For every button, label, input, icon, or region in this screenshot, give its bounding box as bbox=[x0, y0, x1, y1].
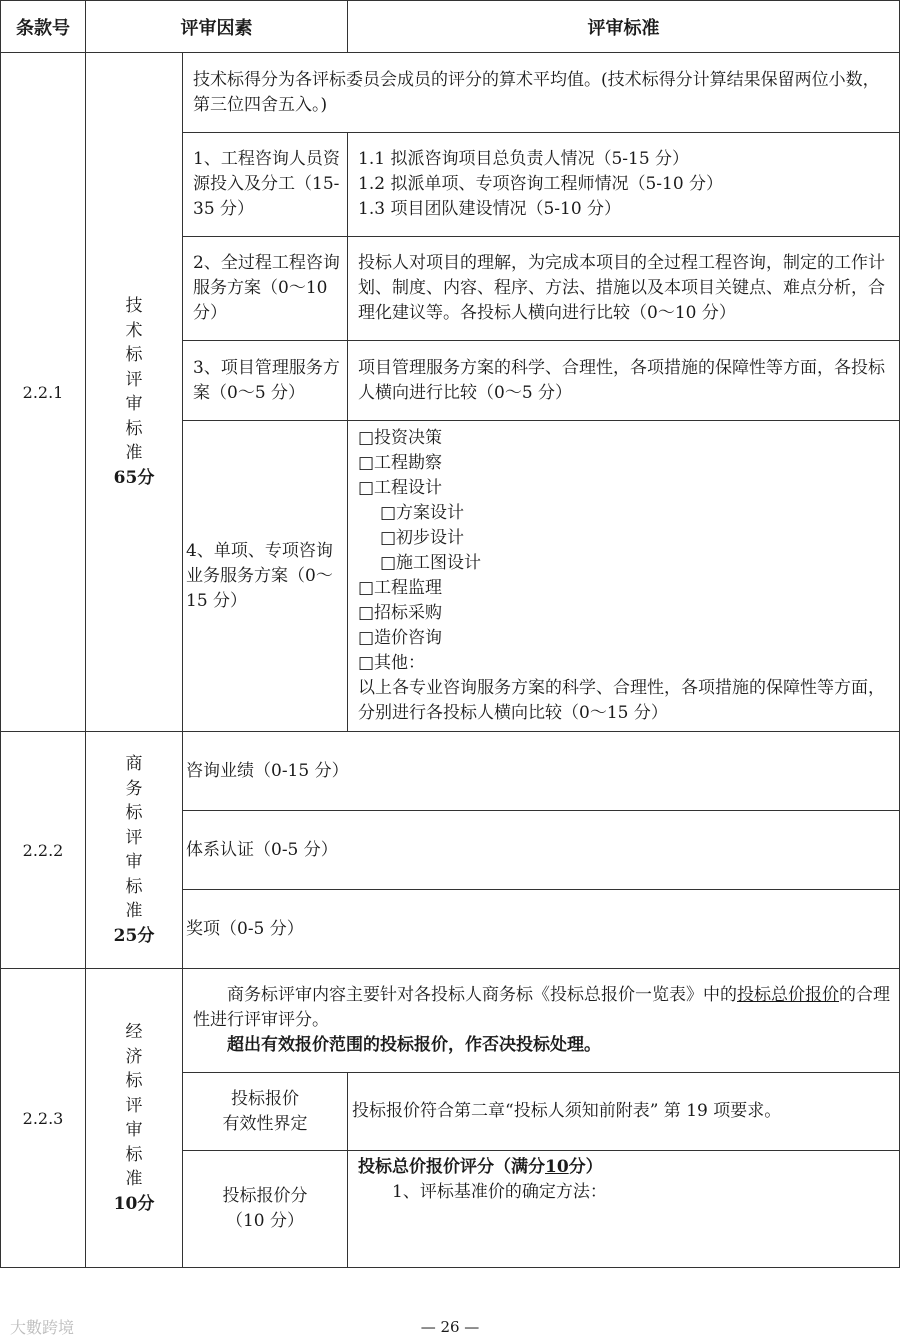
category-char: 审 bbox=[125, 852, 143, 872]
watermark-logo: 大數跨境 bbox=[10, 1318, 75, 1337]
checklist-summary: 以上各专业咨询服务方案的科学、合理性，各项措施的保障性等方面，分别进行各投标人横向比较（0～15 分） bbox=[358, 678, 885, 723]
score-title bbox=[358, 1155, 891, 1180]
tech-intro-row bbox=[1, 53, 900, 133]
category-char: 术 bbox=[125, 320, 143, 341]
checklist-subitem: □方案设计 bbox=[380, 503, 465, 523]
validity-factor-line-1: 投标报价 bbox=[231, 1088, 299, 1109]
score-factor-line-1: 投标报价分 bbox=[222, 1186, 308, 1206]
category-char: 标 bbox=[125, 876, 143, 897]
tech-factor-4: 4、单项、专项咨询业务服务方案（0～15 分） bbox=[183, 421, 348, 732]
category-char: 评 bbox=[125, 369, 143, 390]
category-char: 标 bbox=[125, 1144, 143, 1165]
score-factor-line-2: （10 分） bbox=[225, 1211, 305, 1231]
score-method-line: 1、评标基准价的确定方法： bbox=[392, 1182, 607, 1202]
checklist-item: □工程勘察 bbox=[358, 453, 443, 473]
tech-criteria-3: 项目管理服务方案的科学、合理性，各项措施的保障性等方面，各投标人横向进行比较（0～5 分） bbox=[348, 341, 900, 421]
economic-intro-text bbox=[193, 983, 891, 1033]
tech-criteria-1 bbox=[348, 133, 900, 237]
category-char: 标 bbox=[125, 418, 143, 439]
tech-factor-1: 1、工程咨询人员资源投入及分工（15-35 分） bbox=[183, 133, 348, 237]
checklist-item: □工程监理 bbox=[358, 578, 443, 598]
score-title-value: 10 bbox=[545, 1157, 569, 1177]
criteria-line: 1.1 拟派咨询项目总负责人情况（5-15 分） bbox=[358, 149, 690, 169]
category-char: 准 bbox=[125, 443, 143, 463]
category-char: 商 bbox=[125, 754, 143, 774]
intro-underlined: 投标总价报价 bbox=[737, 985, 839, 1005]
page-number: — 26 — bbox=[420, 1318, 480, 1336]
criteria-line: 1.2 拟派单项、专项咨询工程师情况（5-10 分） bbox=[358, 174, 724, 194]
category-char: 准 bbox=[125, 901, 143, 921]
economic-category bbox=[86, 969, 183, 1268]
tech-category bbox=[86, 53, 183, 732]
economic-intro bbox=[183, 969, 900, 1073]
header-clause: 条款号 bbox=[1, 1, 86, 53]
checklist-subitem: □施工图设计 bbox=[380, 553, 482, 573]
tech-factor-2: 2、全过程工程咨询服务方案（0～10 分） bbox=[183, 237, 348, 341]
category-char: 济 bbox=[125, 1046, 143, 1067]
economic-intro-bold: 超出有效报价范围的投标报价，作否决投标处理。 bbox=[227, 1035, 601, 1055]
score-factor bbox=[183, 1151, 348, 1268]
business-points: 25分 bbox=[113, 925, 155, 946]
category-char: 评 bbox=[125, 827, 143, 848]
business-category-chars bbox=[86, 752, 182, 924]
category-char: 务 bbox=[125, 778, 143, 799]
checklist-item: □招标采购 bbox=[358, 603, 443, 623]
intro-pre: 商务标评审内容主要针对各投标人商务标《投标总报价一览表》中的 bbox=[227, 985, 737, 1005]
tech-clause: 2.2.1 bbox=[1, 53, 86, 732]
tech-factor-3: 3、项目管理服务方案（0～5 分） bbox=[183, 341, 348, 421]
validity-factor-line-2: 有效性界定 bbox=[222, 1113, 308, 1134]
business-row-1 bbox=[1, 732, 900, 811]
checklist-subitem: □初步设计 bbox=[380, 528, 465, 548]
intro-post: 的合理性进行评审评分。 bbox=[193, 985, 890, 1030]
criteria-line: 1.3 项目团队建设情况（5-10 分） bbox=[358, 199, 622, 219]
category-char: 评 bbox=[125, 1095, 143, 1116]
economic-intro-row bbox=[1, 969, 900, 1073]
checklist-item: □投资决策 bbox=[358, 428, 443, 448]
score-title-post: 分） bbox=[568, 1157, 603, 1177]
header-row bbox=[1, 1, 900, 53]
business-item-1: 咨询业绩（0-15 分） bbox=[183, 732, 900, 811]
checklist-item: □其他： bbox=[358, 653, 426, 673]
business-category bbox=[86, 732, 183, 969]
header-factor: 评审因素 bbox=[86, 1, 348, 53]
tech-criteria-4 bbox=[348, 421, 900, 732]
category-char: 经 bbox=[125, 1022, 143, 1042]
checklist-item: □造价咨询 bbox=[358, 628, 443, 648]
score-criteria bbox=[348, 1151, 900, 1268]
tech-points: 65分 bbox=[113, 467, 155, 488]
tech-intro: 技术标得分为各评标委员会成员的评分的算术平均值。(技术标得分计算结果保留两位小数，第三位四舍五入。) bbox=[183, 53, 900, 133]
tech-category-chars bbox=[86, 294, 182, 466]
category-char: 标 bbox=[125, 345, 143, 365]
category-char: 标 bbox=[125, 803, 143, 823]
economic-points: 10分 bbox=[113, 1193, 155, 1214]
economic-clause: 2.2.3 bbox=[1, 969, 86, 1268]
category-char: 技 bbox=[125, 296, 143, 316]
category-char: 审 bbox=[125, 1120, 143, 1140]
header-criteria: 评审标准 bbox=[348, 1, 900, 53]
validity-factor bbox=[183, 1073, 348, 1151]
economic-category-chars bbox=[86, 1020, 182, 1192]
validity-criteria: 投标报价符合第二章“投标人须知前附表” 第 19 项要求。 bbox=[348, 1073, 900, 1151]
score-title-pre: 投标总价报价评分（满分 bbox=[358, 1157, 545, 1177]
category-char: 准 bbox=[125, 1169, 143, 1189]
checklist-item: □工程设计 bbox=[358, 478, 443, 498]
category-char: 标 bbox=[125, 1071, 143, 1091]
business-item-2: 体系认证（0-5 分） bbox=[183, 811, 900, 890]
category-char: 审 bbox=[125, 394, 143, 414]
tech-criteria-2: 投标人对项目的理解，为完成本项目的全过程工程咨询，制定的工作计划、制度、内容、程序、方法、措施以及本项目关键点、难点分析，合理化建议等。各投标人横向进行比较（0～10 分） bbox=[348, 237, 900, 341]
business-clause: 2.2.2 bbox=[1, 732, 86, 969]
business-item-3: 奖项（0-5 分） bbox=[183, 890, 900, 969]
